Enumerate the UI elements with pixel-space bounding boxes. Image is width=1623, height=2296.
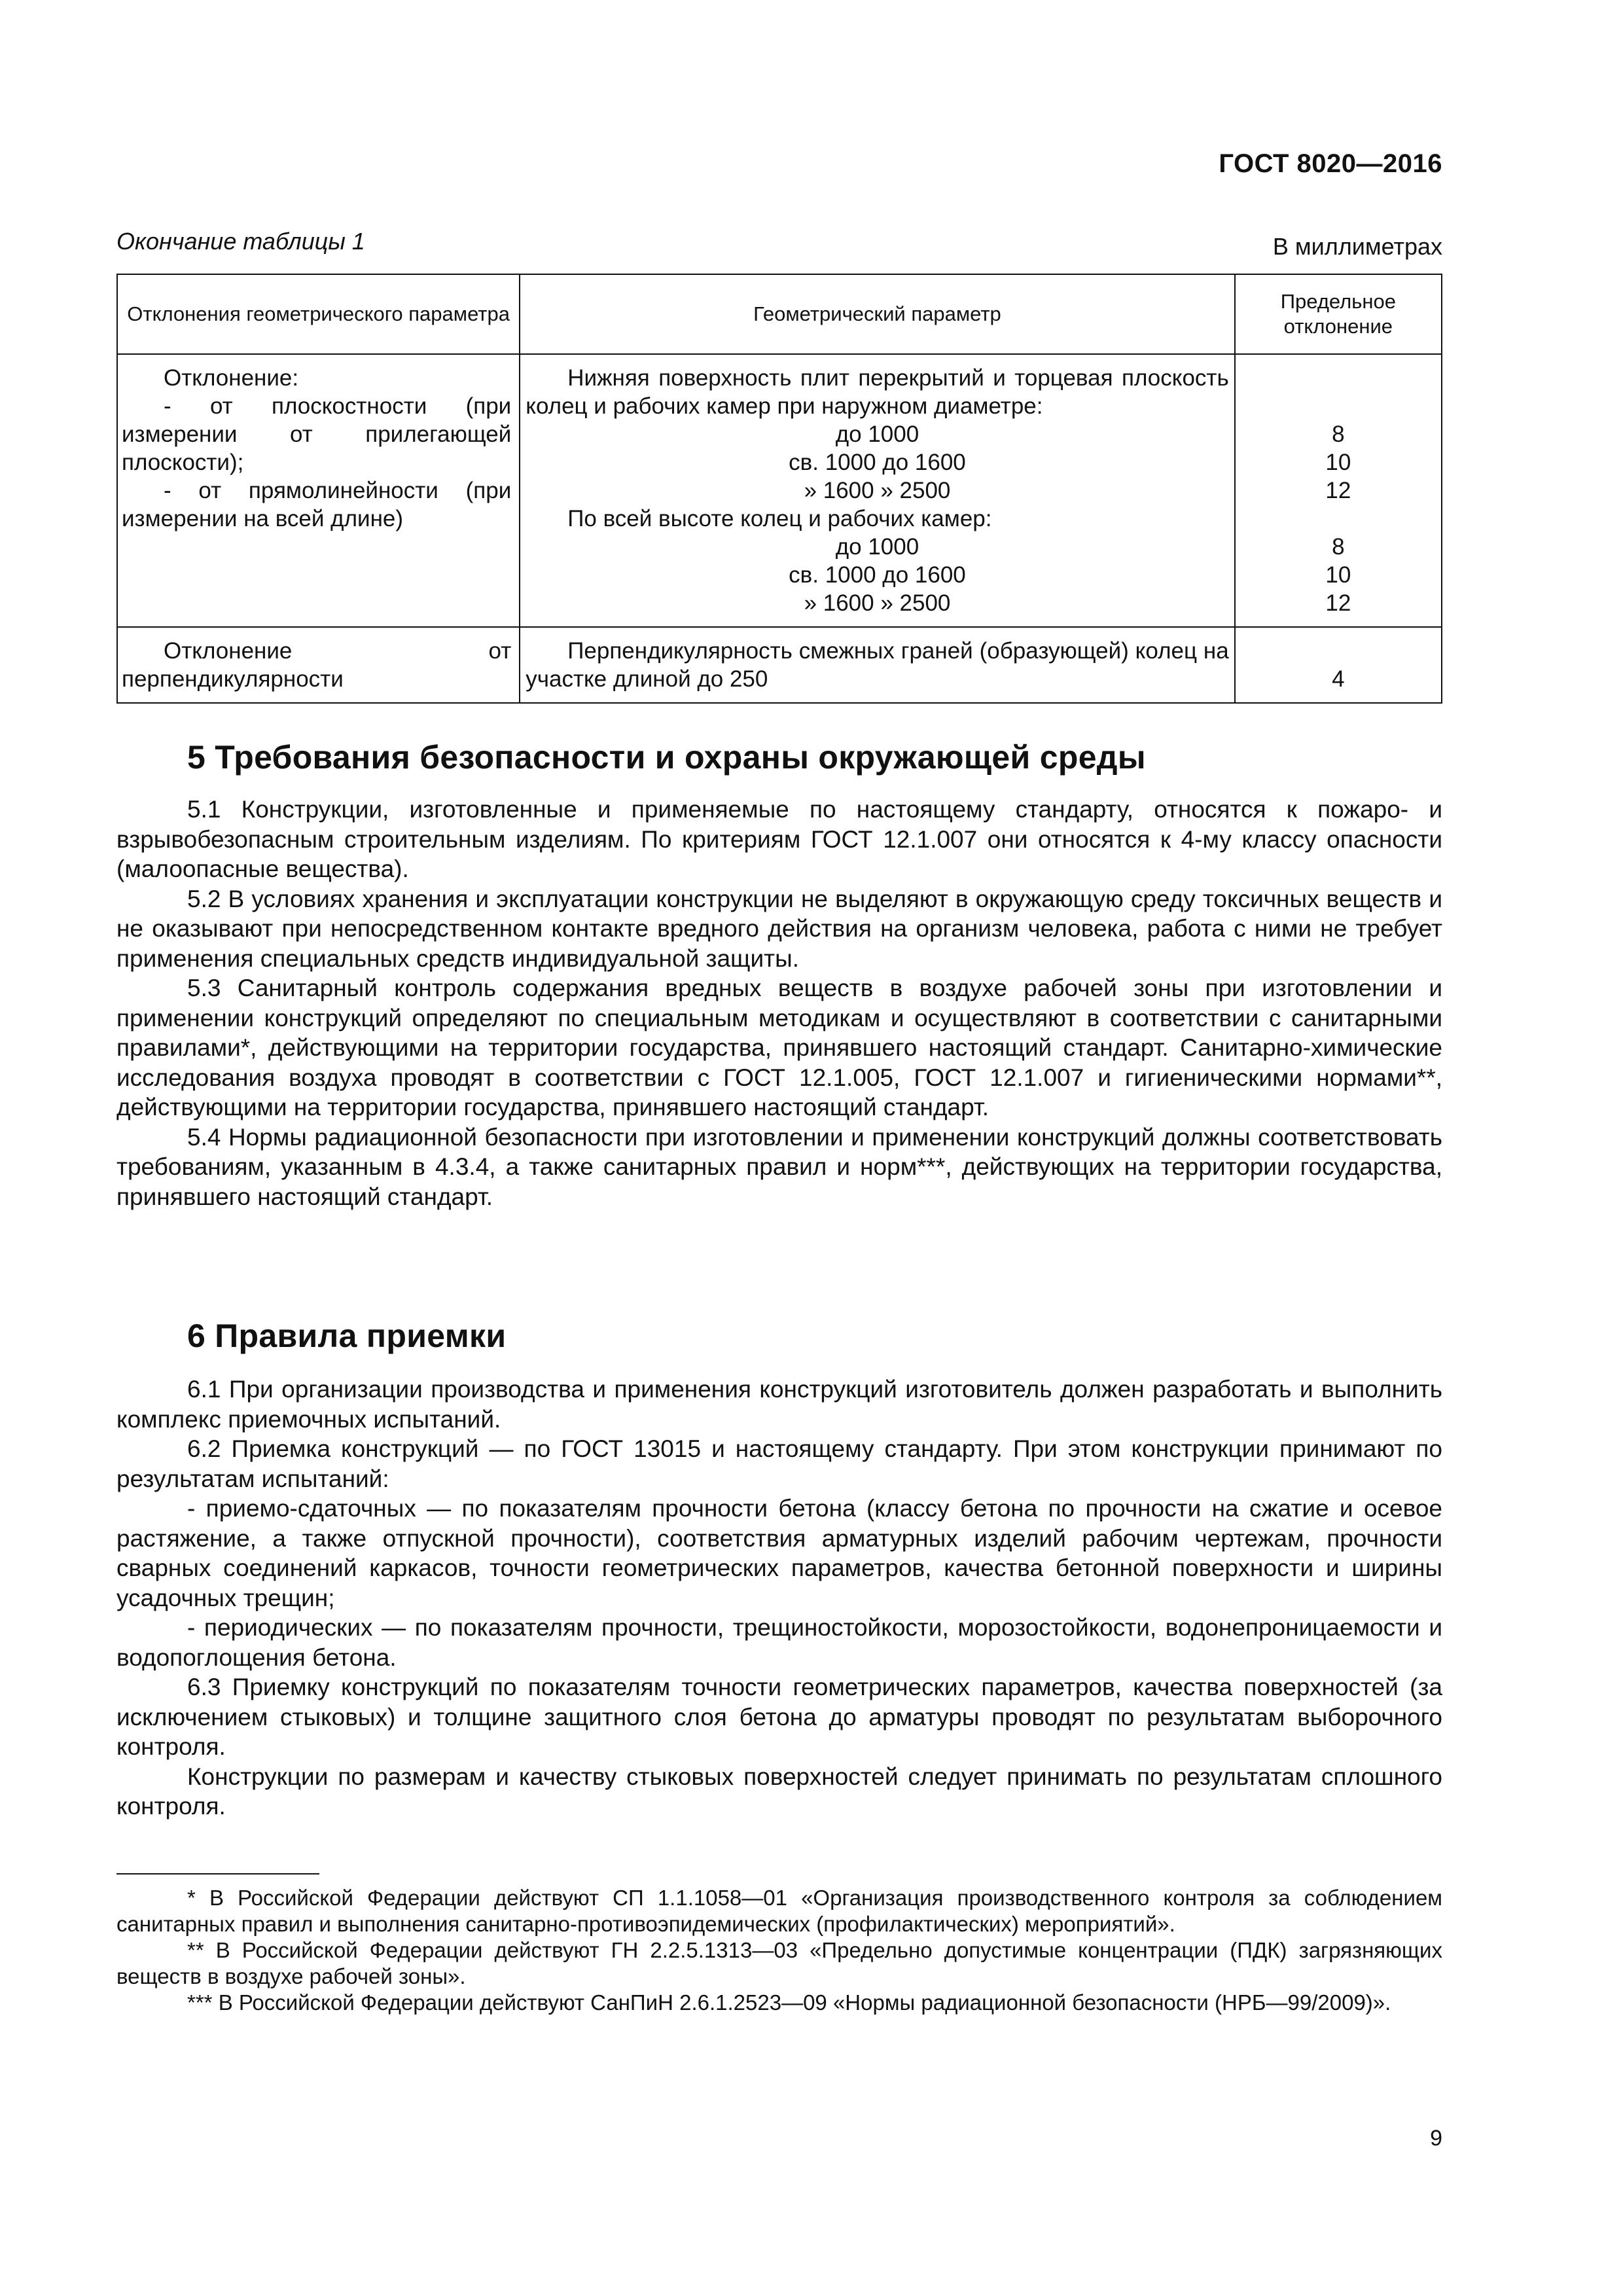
list-item-periodic-tests: - периодических — по показателям прочности, трещиностойкости, морозостойкости, водонепроницаемости и водопоглощения бетона. [116,1614,1442,1671]
document-page [116,0,1442,2296]
table-header-row [117,274,1442,354]
deviation-title: Отклонение: [164,365,299,391]
limit-value: 10 [1325,450,1351,475]
column-header-limit: Предельное отклонение [1235,274,1442,354]
table-units-label: В миллиметрах [1272,233,1442,260]
diameter-range: св. 1000 до 1600 [789,450,966,475]
limit-value: 4 [1332,666,1345,692]
paragraph-joint-surfaces: Конструкции по размерам и качеству стыковых поверхностей следует принимать по результатам сплошного контроля. [116,1763,1442,1820]
parameter-intro: Перпендикулярность смежных граней (образующей) колец на участке длиной до 250 [526,638,1229,692]
page-number: 9 [1430,2126,1442,2151]
limit-value: 8 [1332,534,1345,560]
limit-value: 10 [1325,562,1351,588]
tolerance-table [116,274,1442,704]
deviation-cell [117,354,520,627]
document-code: ГОСТ 8020—2016 [1219,149,1442,178]
limit-cell [1235,627,1442,703]
limit-cell [1235,354,1442,627]
footnote-2: ** В Российской Федерации действуют ГН 2.2.5.1313—03 «Предельно допустимые концентрации (ПДК) загрязняющих веществ в воздухе рабочей зоны». [116,1938,1442,1988]
paragraph-6-3: 6.3 Приемку конструкций по показателям точности геометрических параметров, качества поверхностей (за исключением стыковых) и толщине защитного слоя бетона до арматуры проводят по результатам выборочного контроля. [116,1674,1442,1760]
deviation-item: - от плоскостности (при измерении от прилегающей плоскости); [122,393,512,475]
paragraph-5-2: 5.2 В условиях хранения и эксплуатации конструкции не выделяют в окружающую среду токсичных веществ и не оказывают при непосредственном контакте вредного действия на организм человека, работа с ними не требует применения специальных средств индивидуальной защиты. [116,885,1442,972]
limit-value: 12 [1325,590,1351,616]
deviation-cell [117,627,520,703]
section-6-body [116,1374,1442,1821]
paragraph-6-1: 6.1 При организации производства и применения конструкций изготовитель должен разработать и выполнить комплекс приемочных испытаний. [116,1376,1442,1433]
deviation-item: - от прямолинейности (при измерении на всей длине) [122,478,512,531]
parameter-cell [520,354,1234,627]
deviation-title: Отклонение от перпендикулярности [122,638,512,692]
diameter-range: » 1600 » 2500 [804,478,951,503]
paragraph-6-2: 6.2 Приемка конструкций — по ГОСТ 13015 и настоящему стандарту. При этом конструкции принимают по результатам испытаний: [116,1435,1442,1492]
paragraph-5-4: 5.4 Нормы радиационной безопасности при изготовлении и применении конструкций должны соответствовать требованиям, указанным в 4.3.4, а также санитарных правил и норм***, действующих на территории государства, принявшего настоящий стандарт. [116,1123,1442,1210]
diameter-range: св. 1000 до 1600 [789,562,966,588]
section-5-body [116,795,1442,1211]
table-continuation-label: Окончание таблицы 1 [116,228,365,255]
diameter-range: до 1000 [835,534,919,560]
footnote-divider [116,1873,319,1874]
limit-value: 12 [1325,478,1351,503]
footnote-3: *** В Российской Федерации действуют СанПиН 2.6.1.2523—09 «Нормы радиационной безопасности (НРБ—99/2009)». [187,1990,1391,2015]
column-header-deviation: Отклонения геометрического параметра [117,274,520,354]
paragraph-5-3: 5.3 Санитарный контроль содержания вредных веществ в воздухе рабочей зоны при изготовлении и применении конструкций определяют по специальным методикам и осуществляют в соответствии с санитарными правилами*, действующими на территории государства, принявшего настоящий стандарт. Санитарно-химические исследования воздуха проводят в соответствии с ГОСТ 12.1.005, ГОСТ 12.1.007 и гигиеническими нормами**, действующими на территории государства, принявшего настоящий стандарт. [116,975,1442,1121]
limit-value: 8 [1332,422,1345,447]
footnotes [116,1885,1442,2016]
table-caption [116,228,1442,260]
parameter-intro: Нижняя поверхность плит перекрытий и торцевая плоскость колец и рабочих камер при наружном диаметре: [526,365,1229,419]
paragraph-5-1: 5.1 Конструкции, изготовленные и применяемые по настоящему стандарту, относятся к пожаро- и взрывобезопасным строительным изделиям. По критериям ГОСТ 12.1.007 они относятся к 4-му классу опасности (малоопасные вещества). [116,796,1442,882]
column-header-parameter: Геометрический параметр [520,274,1234,354]
diameter-range: до 1000 [835,422,919,447]
diameter-range: » 1600 » 2500 [804,590,951,616]
parameter-intro: По всей высоте колец и рабочих камер: [567,506,992,531]
table-row [117,627,1442,703]
section-6-heading: 6 Правила приемки [187,1318,507,1354]
list-item-acceptance-tests: - приемо-сдаточных — по показателям прочности бетона (классу бетона по прочности на сжатие и осевое растяжение, а также отпускной прочности), соответствия арматурных изделий рабочим чертежам, прочности сварных соединений каркасов, точности геометрических параметров, качества бетонной поверхности и ширины усадочных трещин; [116,1495,1442,1611]
table-row [117,354,1442,627]
section-5-heading: 5 Требования безопасности и охраны окружающей среды [187,739,1146,776]
footnote-1: * В Российской Федерации действуют СП 1.1.1058—01 «Организация производственного контроля за соблюдением санитарных правил и выполнения санитарно-противоэпидемических (профилактических) мероприятий». [116,1886,1442,1936]
parameter-cell [520,627,1234,703]
